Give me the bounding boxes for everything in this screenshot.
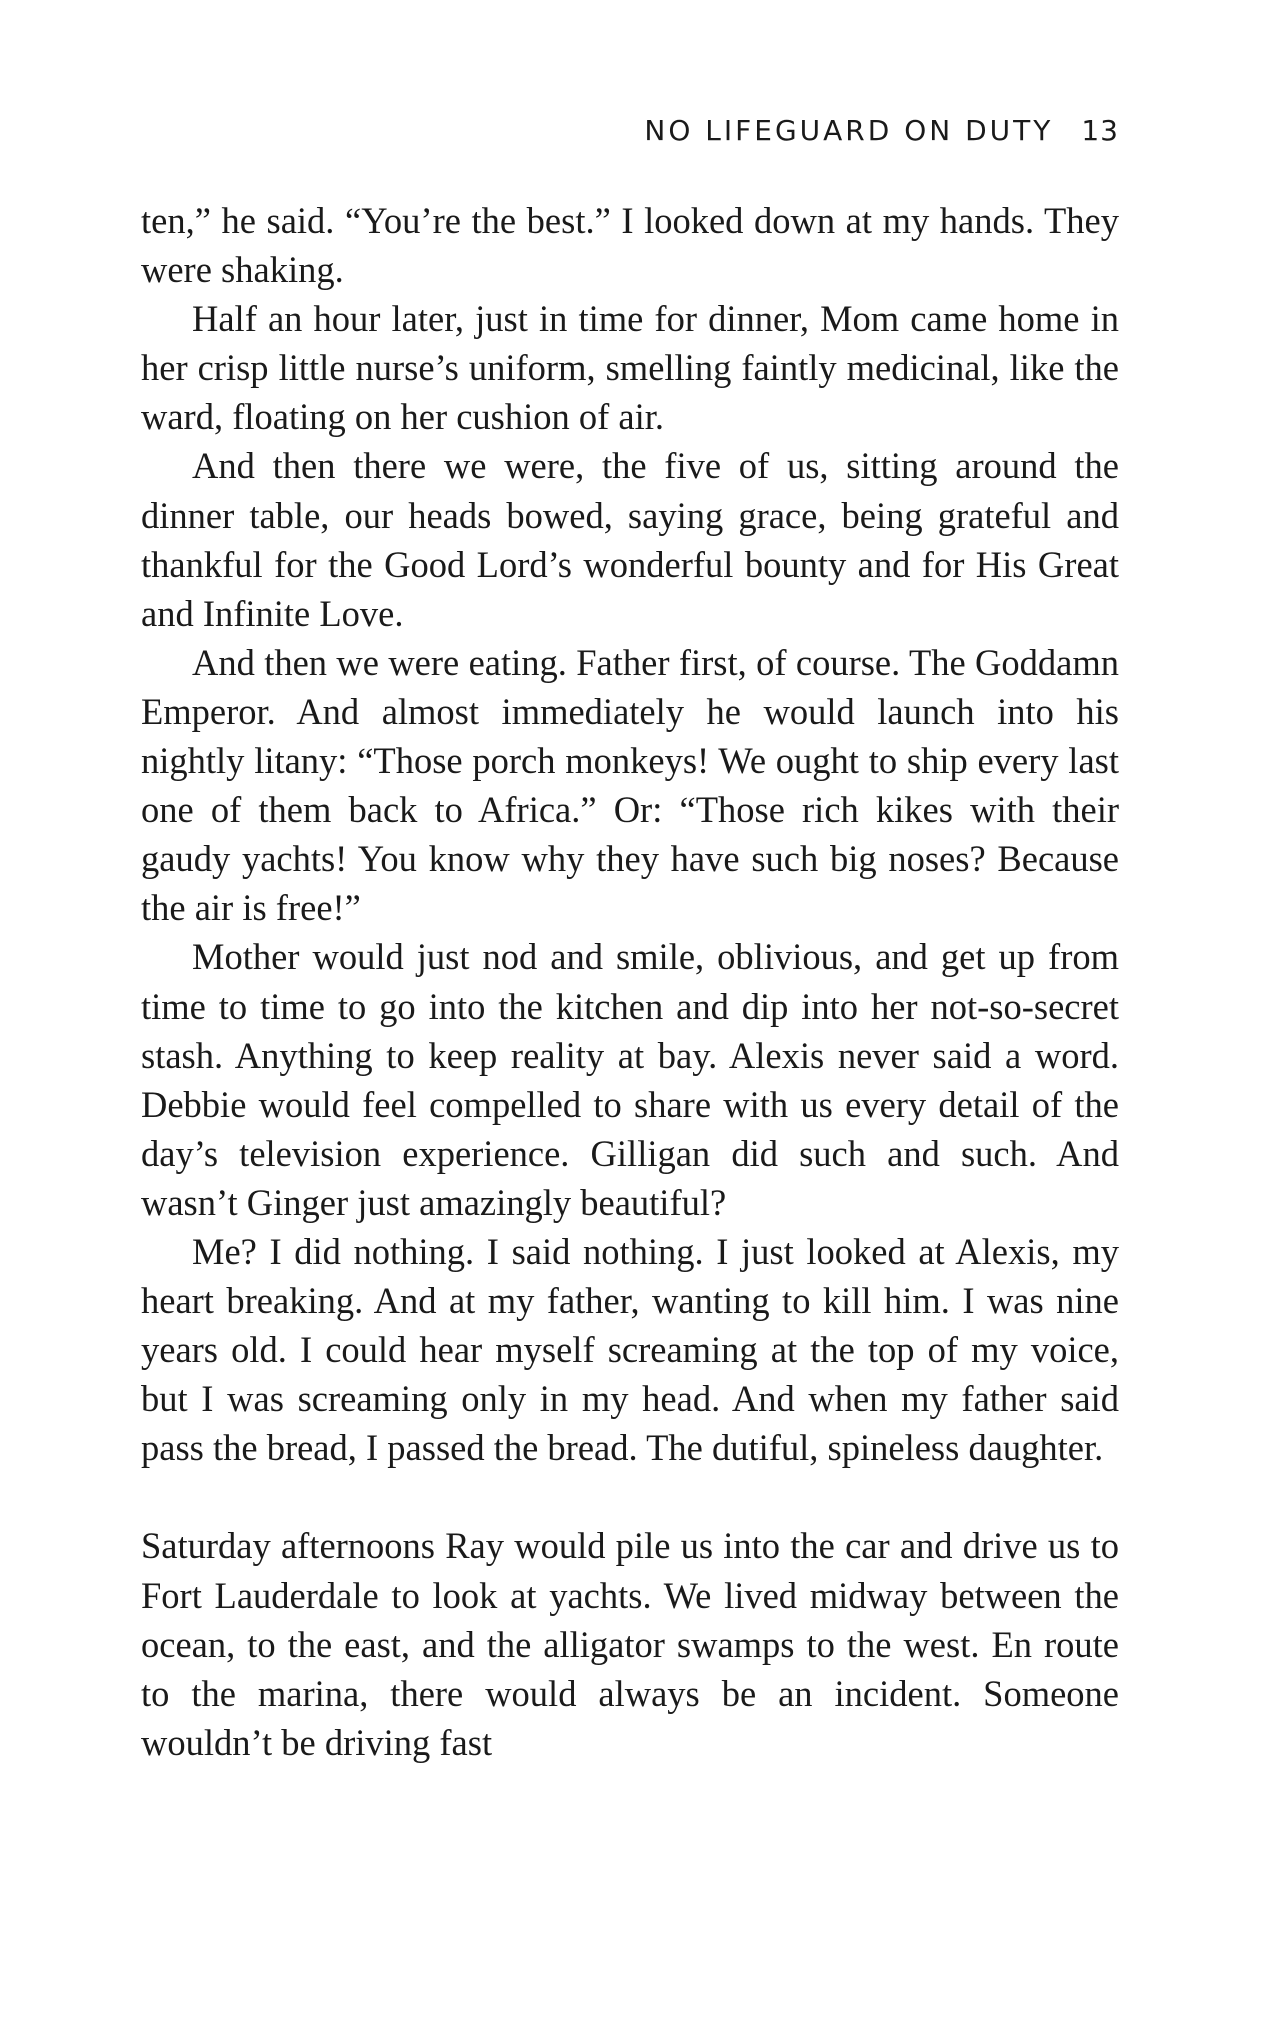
paragraph-father-litany: And then we were eating. Father first, of course. The Goddamn Emperor. And almost immediately he would launch into his nightly litany: “Those porch monkeys! We ought to ship every last one of them back to Africa.” Or: “Those rich kikes with their gaudy yachts! You know why they have such big noses? Because the air is free!” bbox=[141, 641, 1119, 929]
body-text bbox=[141, 196, 1119, 1767]
paragraph-mom-comes-home: Half an hour later, just in time for dinner, Mom came home in her crisp little nurse’s uniform, smelling faintly medicinal, like the ward, floating on her cushion of air. bbox=[141, 298, 1119, 438]
running-head-title: NO LIFEGUARD ON DUTY bbox=[644, 114, 1054, 147]
running-head bbox=[644, 114, 1119, 147]
section-break bbox=[141, 1472, 1119, 1521]
page-number: 13 bbox=[1081, 114, 1119, 147]
paragraph-saturday-yachts: Saturday afternoons Ray would pile us into the car and drive us to Fort Lauderdale to look at yachts. We lived midway between the ocean, to the east, and the alligator swamps to the west. En route to the marina, there would always be an incident. Someone wouldn’t be driving fast bbox=[141, 1525, 1119, 1763]
paragraph-saying-grace: And then there we were, the five of us, sitting around the dinner table, our heads bowed, saying grace, being grateful and thankful for the Good Lord’s wonderful bounty and for His Great and Infinite Love. bbox=[141, 445, 1119, 634]
paragraph-continuation: ten,” he said. “You’re the best.” I looked down at my hands. They were shaking. bbox=[141, 200, 1119, 291]
paragraph-spineless-daughter: Me? I did nothing. I said nothing. I just looked at Alexis, my heart breaking. And at my father, wanting to kill him. I was nine years old. I could hear myself screaming at the top of my voice, but I was screaming only in my head. And when my father said pass the bread, I passed the bread. The dutiful, spineless daughter. bbox=[141, 1230, 1119, 1469]
paragraph-mother-stash: Mother would just nod and smile, oblivious, and get up from time to time to go into the kitchen and dip into her not-so-secret stash. Anything to keep reality at bay. Alexis never said a word. Debbie would feel compelled to share with us every detail of the day’s television experience. Gilligan did such and such. And wasn’t Ginger just amazingly beautiful? bbox=[141, 936, 1119, 1223]
